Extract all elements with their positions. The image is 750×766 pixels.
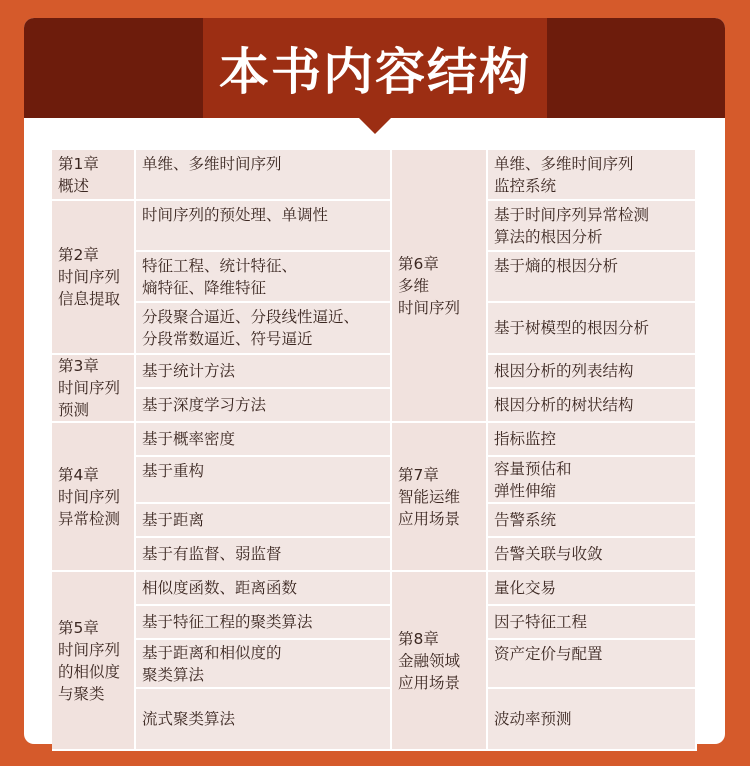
chapter-2-item-3: 分段聚合逼近、分段线性逼近、 分段常数逼近、符号逼近	[136, 303, 392, 355]
chapter-4-item-3: 基于距离	[136, 504, 392, 538]
chapter-7-label: 第7章 智能运维 应用场景	[392, 423, 488, 572]
chapter-8-item-4: 波动率预测	[488, 689, 697, 751]
chapter-1-item-1: 单维、多维时间序列	[136, 150, 392, 201]
chapter-7-item-3: 告警系统	[488, 504, 697, 538]
chapter-8-item-1: 量化交易	[488, 572, 697, 606]
chapter-5-item-1: 相似度函数、距离函数	[136, 572, 392, 606]
chapter-8-item-3: 资产定价与配置	[488, 640, 697, 689]
chapter-7-item-1: 指标监控	[488, 423, 697, 457]
chapter-6-label: 第6章 多维 时间序列	[392, 150, 488, 423]
chapter-4-item-2: 基于重构	[136, 457, 392, 504]
chapter-5-item-2: 基于特征工程的聚类算法	[136, 606, 392, 640]
chapter-2-item-2: 特征工程、统计特征、 熵特征、降维特征	[136, 252, 392, 303]
chapter-8-label: 第8章 金融领域 应用场景	[392, 572, 488, 751]
chapter-3-item-2: 基于深度学习方法	[136, 389, 392, 423]
chapter-4-item-1: 基于概率密度	[136, 423, 392, 457]
chapter-7-item-2: 容量预估和 弹性伸缩	[488, 457, 697, 504]
chapter-4-label: 第4章 时间序列 异常检测	[52, 423, 136, 572]
title-notch	[359, 118, 391, 134]
chapter-3-label: 第3章 时间序列 预测	[52, 355, 136, 423]
chapter-6-item-3: 基于熵的根因分析	[488, 252, 697, 303]
page-title: 本书内容结构	[203, 18, 547, 118]
chapter-6-item-6: 根因分析的树状结构	[488, 389, 697, 423]
chapter-6-item-4: 基于树模型的根因分析	[488, 303, 697, 355]
chapter-5-item-3: 基于距离和相似度的 聚类算法	[136, 640, 392, 689]
chapter-1-label: 第1章 概述	[52, 150, 136, 201]
chapter-6-item-1: 单维、多维时间序列 监控系统	[488, 150, 697, 201]
chapter-7-item-4: 告警关联与收敛	[488, 538, 697, 572]
chapter-5-label: 第5章 时间序列 的相似度 与聚类	[52, 572, 136, 751]
chapter-6-item-5: 根因分析的列表结构	[488, 355, 697, 389]
chapter-5-item-4: 流式聚类算法	[136, 689, 392, 751]
chapter-8-item-2: 因子特征工程	[488, 606, 697, 640]
chapter-2-item-1: 时间序列的预处理、单调性	[136, 201, 392, 252]
chapter-6-item-2: 基于时间序列异常检测 算法的根因分析	[488, 201, 697, 252]
chapter-2-label: 第2章 时间序列 信息提取	[52, 201, 136, 355]
chapter-3-item-1: 基于统计方法	[136, 355, 392, 389]
chapter-4-item-4: 基于有监督、弱监督	[136, 538, 392, 572]
structure-table	[52, 150, 697, 728]
